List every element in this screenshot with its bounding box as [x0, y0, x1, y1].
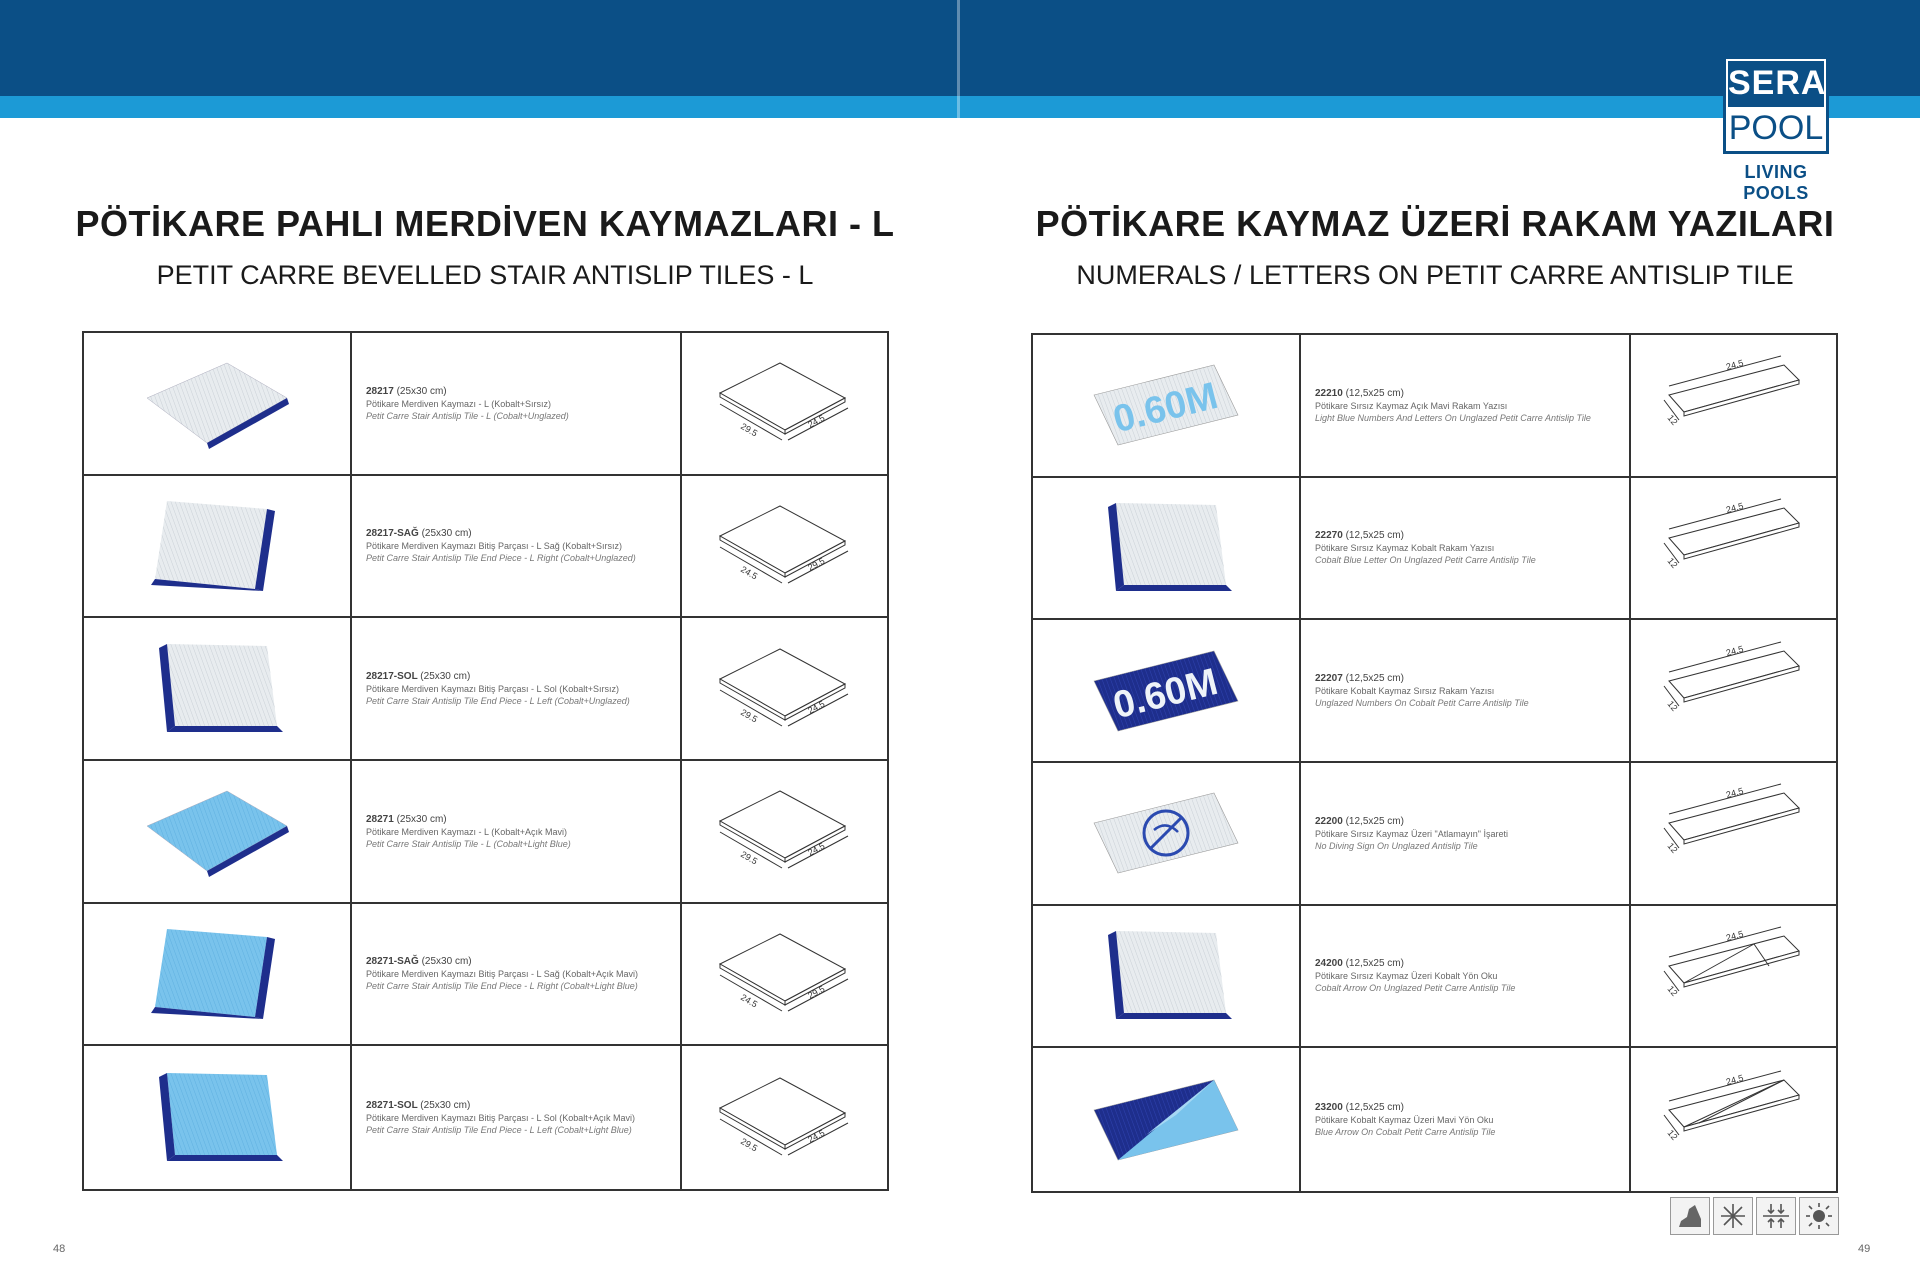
dimension-label-b: 12 — [1664, 1127, 1680, 1142]
page-gutter — [957, 0, 960, 118]
dimension-label-a: 29.5 — [738, 849, 759, 867]
product-row — [84, 1046, 887, 1189]
product-code-number: 28217-SAĞ — [366, 528, 419, 540]
product-image-cell — [1033, 478, 1301, 619]
product-size: (12,5x25 cm) — [1345, 958, 1404, 970]
dimension-label-b: 24.5 — [805, 1127, 826, 1145]
frost-resistant-icon — [1713, 1197, 1753, 1235]
product-name-turkish: Pötikare Sırsız Kaymaz Üzeri "Atlamayın" İşareti — [1315, 828, 1508, 839]
dimension-diagram — [710, 348, 860, 458]
product-code-number: 28271-SOL — [366, 1100, 418, 1112]
product-name-turkish: Pötikare Sırsız Kaymaz Üzeri Kobalt Yön Oku — [1315, 971, 1498, 982]
product-code-number: 28271-SAĞ — [366, 956, 419, 968]
tile-text: 0.60M — [1109, 375, 1222, 442]
dimension-diagram — [1659, 493, 1809, 603]
tile-image — [137, 919, 297, 1029]
tile-image — [1086, 778, 1246, 888]
tile-text: 0.60M — [1109, 660, 1222, 727]
dimension-diagram — [1659, 350, 1809, 460]
product-code-number: 28271 — [366, 813, 394, 825]
dimension-diagram — [1659, 636, 1809, 746]
dimension-label-b: 24.5 — [805, 841, 826, 859]
product-image-cell — [1033, 620, 1301, 761]
product-image-cell — [84, 904, 352, 1045]
product-name-english: No Diving Sign On Unglazed Antislip Tile — [1315, 840, 1478, 851]
product-diagram-cell — [1631, 1048, 1836, 1191]
product-name-turkish: Pötikare Merdiven Kaymazı - L (Kobalt+Sırsız) — [366, 398, 551, 409]
product-row — [1033, 763, 1836, 906]
product-image-cell — [1033, 763, 1301, 904]
product-size: (12,5x25 cm) — [1345, 387, 1404, 399]
product-code — [1315, 957, 1404, 970]
tile-image — [137, 634, 297, 744]
product-diagram-cell — [1631, 478, 1836, 619]
product-diagram-cell — [1631, 763, 1836, 904]
product-description-cell — [352, 761, 682, 902]
dimension-label-b: 24.5 — [805, 698, 826, 716]
logo-tagline: LIVING POOLS — [1743, 162, 1809, 203]
product-image-cell — [84, 476, 352, 617]
product-size: (25x30 cm) — [396, 385, 447, 397]
dimension-diagram — [1659, 1065, 1809, 1175]
product-image-cell — [84, 761, 352, 902]
product-diagram-cell — [682, 761, 887, 902]
left-product-table — [82, 331, 889, 1191]
product-name-english: Cobalt Blue Letter On Unglazed Petit Carre Antislip Tile — [1315, 555, 1536, 566]
product-size: (12,5x25 cm) — [1345, 530, 1404, 542]
dimension-label-b: 12 — [1664, 698, 1680, 713]
product-code — [366, 955, 472, 968]
product-description-cell — [1301, 763, 1631, 904]
dimension-label-b: 29.5 — [805, 555, 826, 573]
dimension-label-a: 24.5 — [1724, 786, 1744, 801]
dimension-label-a: 24.5 — [1724, 643, 1744, 658]
product-description-cell — [352, 476, 682, 617]
product-diagram-cell — [682, 618, 887, 759]
product-size: (25x30 cm) — [421, 528, 472, 540]
product-diagram-cell — [682, 904, 887, 1045]
dimension-label-a: 24.5 — [1724, 358, 1744, 373]
dimension-label-b: 12 — [1664, 841, 1680, 856]
product-row — [84, 618, 887, 761]
page-number-left: 48 — [53, 1243, 66, 1255]
dimension-diagram — [710, 491, 860, 601]
product-code-number: 28217-SOL — [366, 671, 418, 683]
pressure-resistant-icon — [1756, 1197, 1796, 1235]
product-description-cell — [352, 333, 682, 474]
serapool-logo — [1723, 56, 1829, 204]
product-name-turkish: Pötikare Sırsız Kaymaz Açık Mavi Rakam Yazısı — [1315, 400, 1508, 411]
page-number-right: 49 — [1858, 1243, 1871, 1255]
product-diagram-cell — [682, 476, 887, 617]
product-code-number: 22270 — [1315, 530, 1343, 542]
product-image-cell — [84, 333, 352, 474]
product-name-english: Petit Carre Stair Antislip Tile End Piece - L Left (Cobalt+Light Blue) — [366, 1125, 632, 1136]
product-image-cell — [1033, 1048, 1301, 1191]
product-row — [84, 333, 887, 476]
product-name-english: Petit Carre Stair Antislip Tile End Piece - L Left (Cobalt+Unglazed) — [366, 696, 630, 707]
product-image-cell — [1033, 335, 1301, 476]
product-diagram-cell — [1631, 335, 1836, 476]
product-row — [1033, 335, 1836, 478]
product-size: (12,5x25 cm) — [1345, 1102, 1404, 1114]
product-row — [1033, 1048, 1836, 1191]
product-description-cell — [352, 904, 682, 1045]
left-page-subtitle: PETIT CARRE BEVELLED STAIR ANTISLIP TILES - L — [156, 260, 814, 290]
tile-image — [1086, 1065, 1246, 1175]
tile-image — [137, 1063, 297, 1173]
dimension-label-a: 24.5 — [738, 992, 759, 1010]
product-name-english: Blue Arrow On Cobalt Petit Carre Antislip Tile — [1315, 1127, 1496, 1138]
product-name-turkish: Pötikare Kobalt Kaymaz Üzeri Mavi Yön Oku — [1315, 1115, 1494, 1126]
product-name-turkish: Pötikare Merdiven Kaymazı - L (Kobalt+Açık Mavi) — [366, 826, 567, 837]
product-name-turkish: Pötikare Merdiven Kaymazı Bitiş Parçası - L Sağ (Kobalt+Sırsız) — [366, 541, 623, 552]
header-band-dark — [0, 0, 1920, 96]
product-name-turkish: Pötikare Kobalt Kaymaz Sırsız Rakam Yazısı — [1315, 686, 1495, 697]
tile-image — [137, 776, 297, 886]
product-size: (25x30 cm) — [396, 813, 447, 825]
tile-image — [137, 491, 297, 601]
product-size: (12,5x25 cm) — [1345, 673, 1404, 685]
product-code-number: 22207 — [1315, 673, 1343, 685]
product-diagram-cell — [1631, 906, 1836, 1047]
product-code-number: 28217 — [366, 385, 394, 397]
product-name-english: Petit Carre Stair Antislip Tile End Piece - L Right (Cobalt+Light Blue) — [366, 981, 638, 992]
product-name-turkish: Pötikare Merdiven Kaymazı Bitiş Parçası - L Sağ (Kobalt+Açık Mavi) — [366, 969, 639, 980]
product-name-english: Petit Carre Stair Antislip Tile End Piece - L Right (Cobalt+Unglazed) — [366, 553, 636, 564]
tile-image — [1086, 350, 1246, 460]
right-page-subtitle: NUMERALS / LETTERS ON PETIT CARRE ANTISLIP TILE — [1076, 260, 1794, 290]
tile-image — [137, 348, 297, 458]
product-name-turkish: Pötikare Sırsız Kaymaz Kobalt Rakam Yazısı — [1315, 543, 1495, 554]
product-row — [84, 761, 887, 904]
dimension-label-b: 29.5 — [805, 983, 826, 1001]
dimension-label-a: 29.5 — [738, 1135, 759, 1154]
product-row — [1033, 906, 1836, 1049]
product-code — [1315, 387, 1404, 400]
right-product-table — [1031, 333, 1838, 1193]
product-code-number: 22210 — [1315, 387, 1343, 399]
product-code-number: 24200 — [1315, 958, 1343, 970]
dimension-label-a: 24.5 — [738, 564, 759, 582]
dimension-label-b: 12 — [1664, 413, 1680, 428]
product-diagram-cell — [682, 1046, 887, 1189]
product-description-cell — [352, 1046, 682, 1189]
product-code — [366, 813, 447, 826]
logo-word-bottom: POOL — [1728, 105, 1824, 149]
header-band-light — [0, 96, 1920, 118]
dimension-diagram — [710, 1063, 860, 1173]
dimension-label-b: 12 — [1664, 983, 1680, 998]
product-code — [1315, 815, 1404, 828]
product-description-cell — [1301, 620, 1631, 761]
dimension-label-a: 29.5 — [738, 706, 759, 725]
antislip-foot-icon — [1670, 1197, 1710, 1235]
dimension-label-b: 24.5 — [805, 413, 826, 431]
product-size: (12,5x25 cm) — [1345, 815, 1404, 827]
tile-image — [1086, 921, 1246, 1031]
product-description-cell — [1301, 478, 1631, 619]
product-size: (25x30 cm) — [420, 1100, 471, 1112]
product-name-english: Cobalt Arrow On Unglazed Petit Carre Antislip Tile — [1315, 983, 1516, 994]
product-name-english: Unglazed Numbers On Cobalt Petit Carre Antislip Tile — [1315, 698, 1529, 709]
product-code-number: 22200 — [1315, 815, 1343, 827]
product-description-cell — [352, 618, 682, 759]
dimension-label-a: 24.5 — [1724, 500, 1744, 515]
product-name-turkish: Pötikare Merdiven Kaymazı Bitiş Parçası - L Sol (Kobalt+Sırsız) — [366, 684, 620, 695]
product-description-cell — [1301, 1048, 1631, 1191]
dimension-diagram — [710, 919, 860, 1029]
product-description-cell — [1301, 335, 1631, 476]
product-image-cell — [84, 618, 352, 759]
product-code — [1315, 529, 1404, 542]
left-page-title: PÖTİKARE PAHLI MERDİVEN KAYMAZLARI - L — [75, 203, 895, 244]
feature-icons — [1670, 1197, 1839, 1235]
dimension-diagram — [1659, 921, 1809, 1031]
product-name-english: Light Blue Numbers And Letters On Unglazed Petit Carre Antislip Tile — [1315, 412, 1591, 423]
dimension-label-a: 24.5 — [1724, 928, 1744, 943]
product-size: (25x30 cm) — [420, 671, 471, 683]
dimension-label-a: 24.5 — [1724, 1072, 1744, 1087]
product-image-cell — [84, 1046, 352, 1189]
product-image-cell — [1033, 906, 1301, 1047]
product-code — [366, 670, 470, 683]
sun-resistant-icon — [1799, 1197, 1839, 1235]
product-row — [1033, 478, 1836, 621]
product-row — [84, 476, 887, 619]
dimension-label-b: 12 — [1664, 555, 1680, 570]
product-code — [366, 385, 447, 398]
product-code-number: 23200 — [1315, 1102, 1343, 1114]
dimension-label-a: 29.5 — [738, 421, 759, 439]
product-size: (25x30 cm) — [421, 956, 472, 968]
dimension-diagram — [1659, 778, 1809, 888]
dimension-diagram — [710, 776, 860, 886]
product-code — [1315, 1101, 1404, 1114]
tile-image — [1086, 636, 1246, 746]
logo-word-top: SERA — [1728, 61, 1824, 105]
product-code — [366, 527, 472, 540]
tile-image — [1086, 493, 1246, 603]
product-name-turkish: Pötikare Merdiven Kaymazı Bitiş Parçası - L Sol (Kobalt+Açık Mavi) — [366, 1113, 636, 1124]
product-code — [366, 1099, 470, 1112]
product-name-english: Petit Carre Stair Antislip Tile - L (Cobalt+Light Blue) — [366, 838, 571, 849]
product-description-cell — [1301, 906, 1631, 1047]
product-diagram-cell — [682, 333, 887, 474]
product-row — [1033, 620, 1836, 763]
product-diagram-cell — [1631, 620, 1836, 761]
product-code — [1315, 672, 1404, 685]
product-row — [84, 904, 887, 1047]
dimension-diagram — [710, 634, 860, 744]
right-page-title: PÖTİKARE KAYMAZ ÜZERİ RAKAM YAZILARI — [1035, 203, 1835, 244]
product-name-english: Petit Carre Stair Antislip Tile - L (Cobalt+Unglazed) — [366, 410, 569, 421]
